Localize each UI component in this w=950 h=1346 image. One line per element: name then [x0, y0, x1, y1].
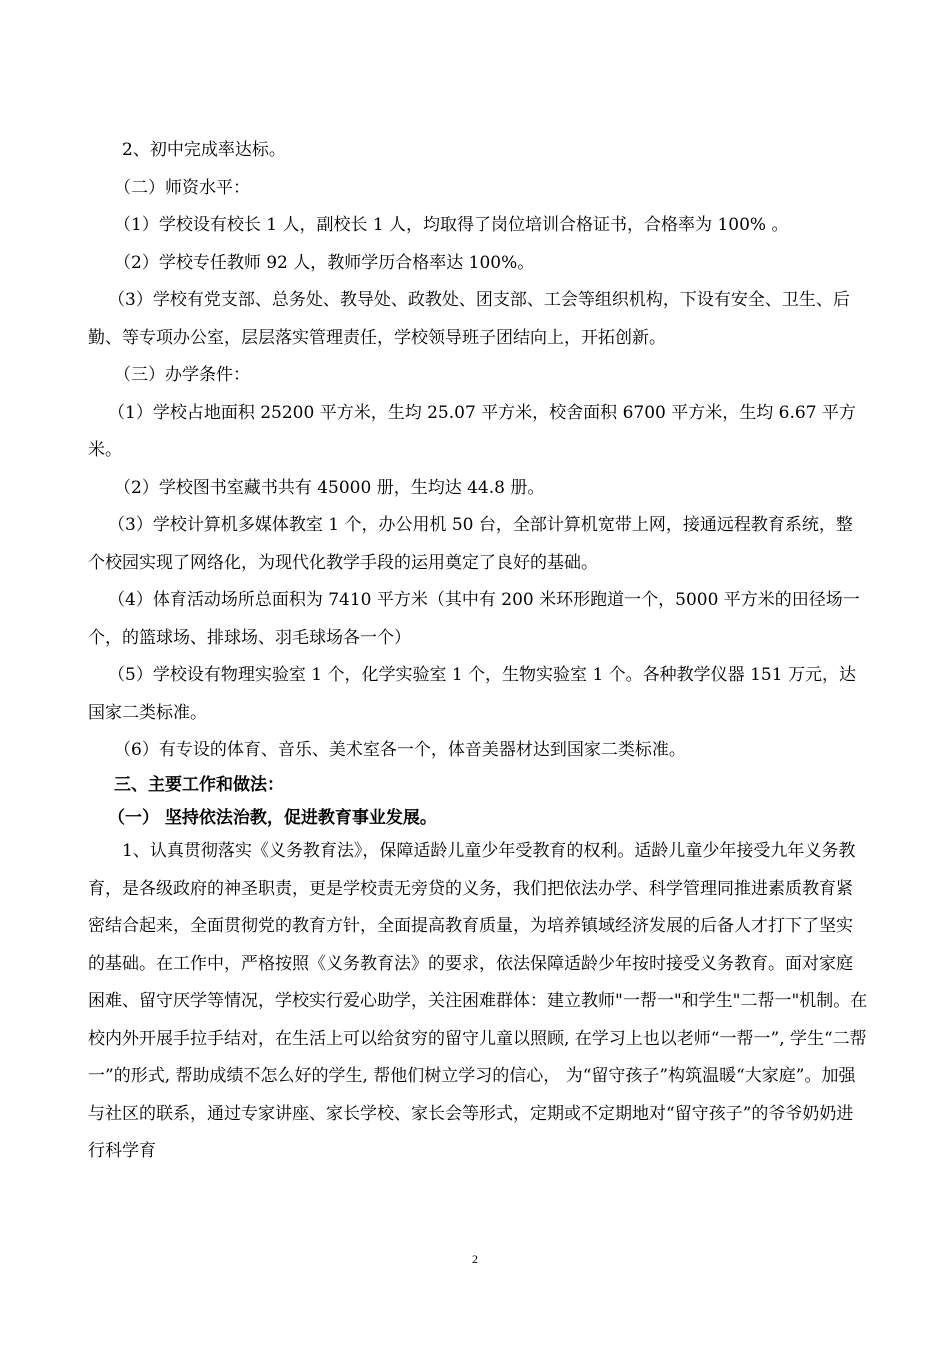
heading-main-work: 三、主要工作和做法：: [114, 774, 284, 795]
heading-teacher-level: （二）师资水平：: [114, 177, 250, 198]
paragraph-compulsory-education: 1、认真贯彻落实《义务教育法》，保障适龄儿童少年受教育的权利。适龄儿童少年接受九年义务教育，是各级政府的神圣职责，更是学校责无旁贷的义务，我们把依法办学、科学管理同推进素质教育紧密结合起来，全面贯彻党的教育方针，全面提高教育质量，为培养镇域经济发展的后备人才打下了坚实的基础。在工作中，严格按照《义务教育法》的要求，依法保障适龄少年按时接受义务教育。面对家庭困难、留守厌学等情况，学校实行爱心助学，关注困难群体：建立教师"一帮一"和学生"二帮一"机制。在校内外开展手拉手结对，在生活上可以给贫穷的留守儿童以照顾, 在学习上也以老师“一帮一”, 学生“二帮一”的形式, 帮助成绩不怎么好的学生, 帮他们树立学习的信心， 为“留守孩子”构筑温暖“大家庭”。加强与社区的联系，通过专家讲座、家长学校、家长会等形式，定期或不定期地对“留守孩子”的爷爷奶奶进行科学育: [88, 841, 868, 1161]
paragraph-land-area: （1）学校占地面积 25200 平方米，生均 25.07 平方米，校舍面积 6700 平方米，生均 6.67 平方米。: [88, 402, 856, 460]
heading-rule-of-law: （一） 坚持依法治教，促进教育事业发展。: [108, 807, 437, 828]
paragraph-sports-area: （4）体育活动场所总面积为 7410 平方米（其中有 200 米环形跑道一个，5000 平方米的田径场一个，的篮球场、排球场、羽毛球场各一个）: [88, 590, 860, 648]
paragraph-laboratories: （5）学校设有物理实验室 1 个，化学实验室 1 个，生物实验室 1 个。各种教学仪器 151 万元，达国家二类标准。: [88, 665, 856, 723]
paragraph-arts-rooms: （6）有专设的体育、音乐、美术室各一个，体音美器材达到国家二类标准。: [114, 740, 686, 760]
heading-school-conditions: （三）办学条件：: [114, 365, 250, 385]
paragraph-library: （2）学校图书室藏书共有 45000 册，生均达 44.8 册。: [114, 477, 545, 498]
page-number: 2: [472, 1252, 478, 1266]
paragraph-computers: （3）学校计算机多媒体教室 1 个，办公用机 50 台，全部计算机宽带上网，接通远程教育系统，整个校园实现了网络化，为现代化教学手段的运用奠定了良好的基础。: [88, 515, 853, 573]
paragraph-teachers: （2）学校专任教师 92 人，教师学历合格率达 100%。: [114, 252, 535, 273]
paragraph-completion-rate: 2、初中完成率达标。: [122, 140, 286, 160]
document-body: [88, 132, 868, 1171]
paragraph-principals: （1）学校设有校长 1 人，副校长 1 人，均取得了岗位培训合格证书，合格率为 100% 。: [114, 215, 789, 235]
paragraph-organization: （3）学校有党支部、总务处、教导处、政教处、团支部、工会等组织机构，下设有安全、卫生、后勤、等专项办公室，层层落实管理责任，学校领导班子团结向上，开拓创新。: [88, 290, 850, 348]
